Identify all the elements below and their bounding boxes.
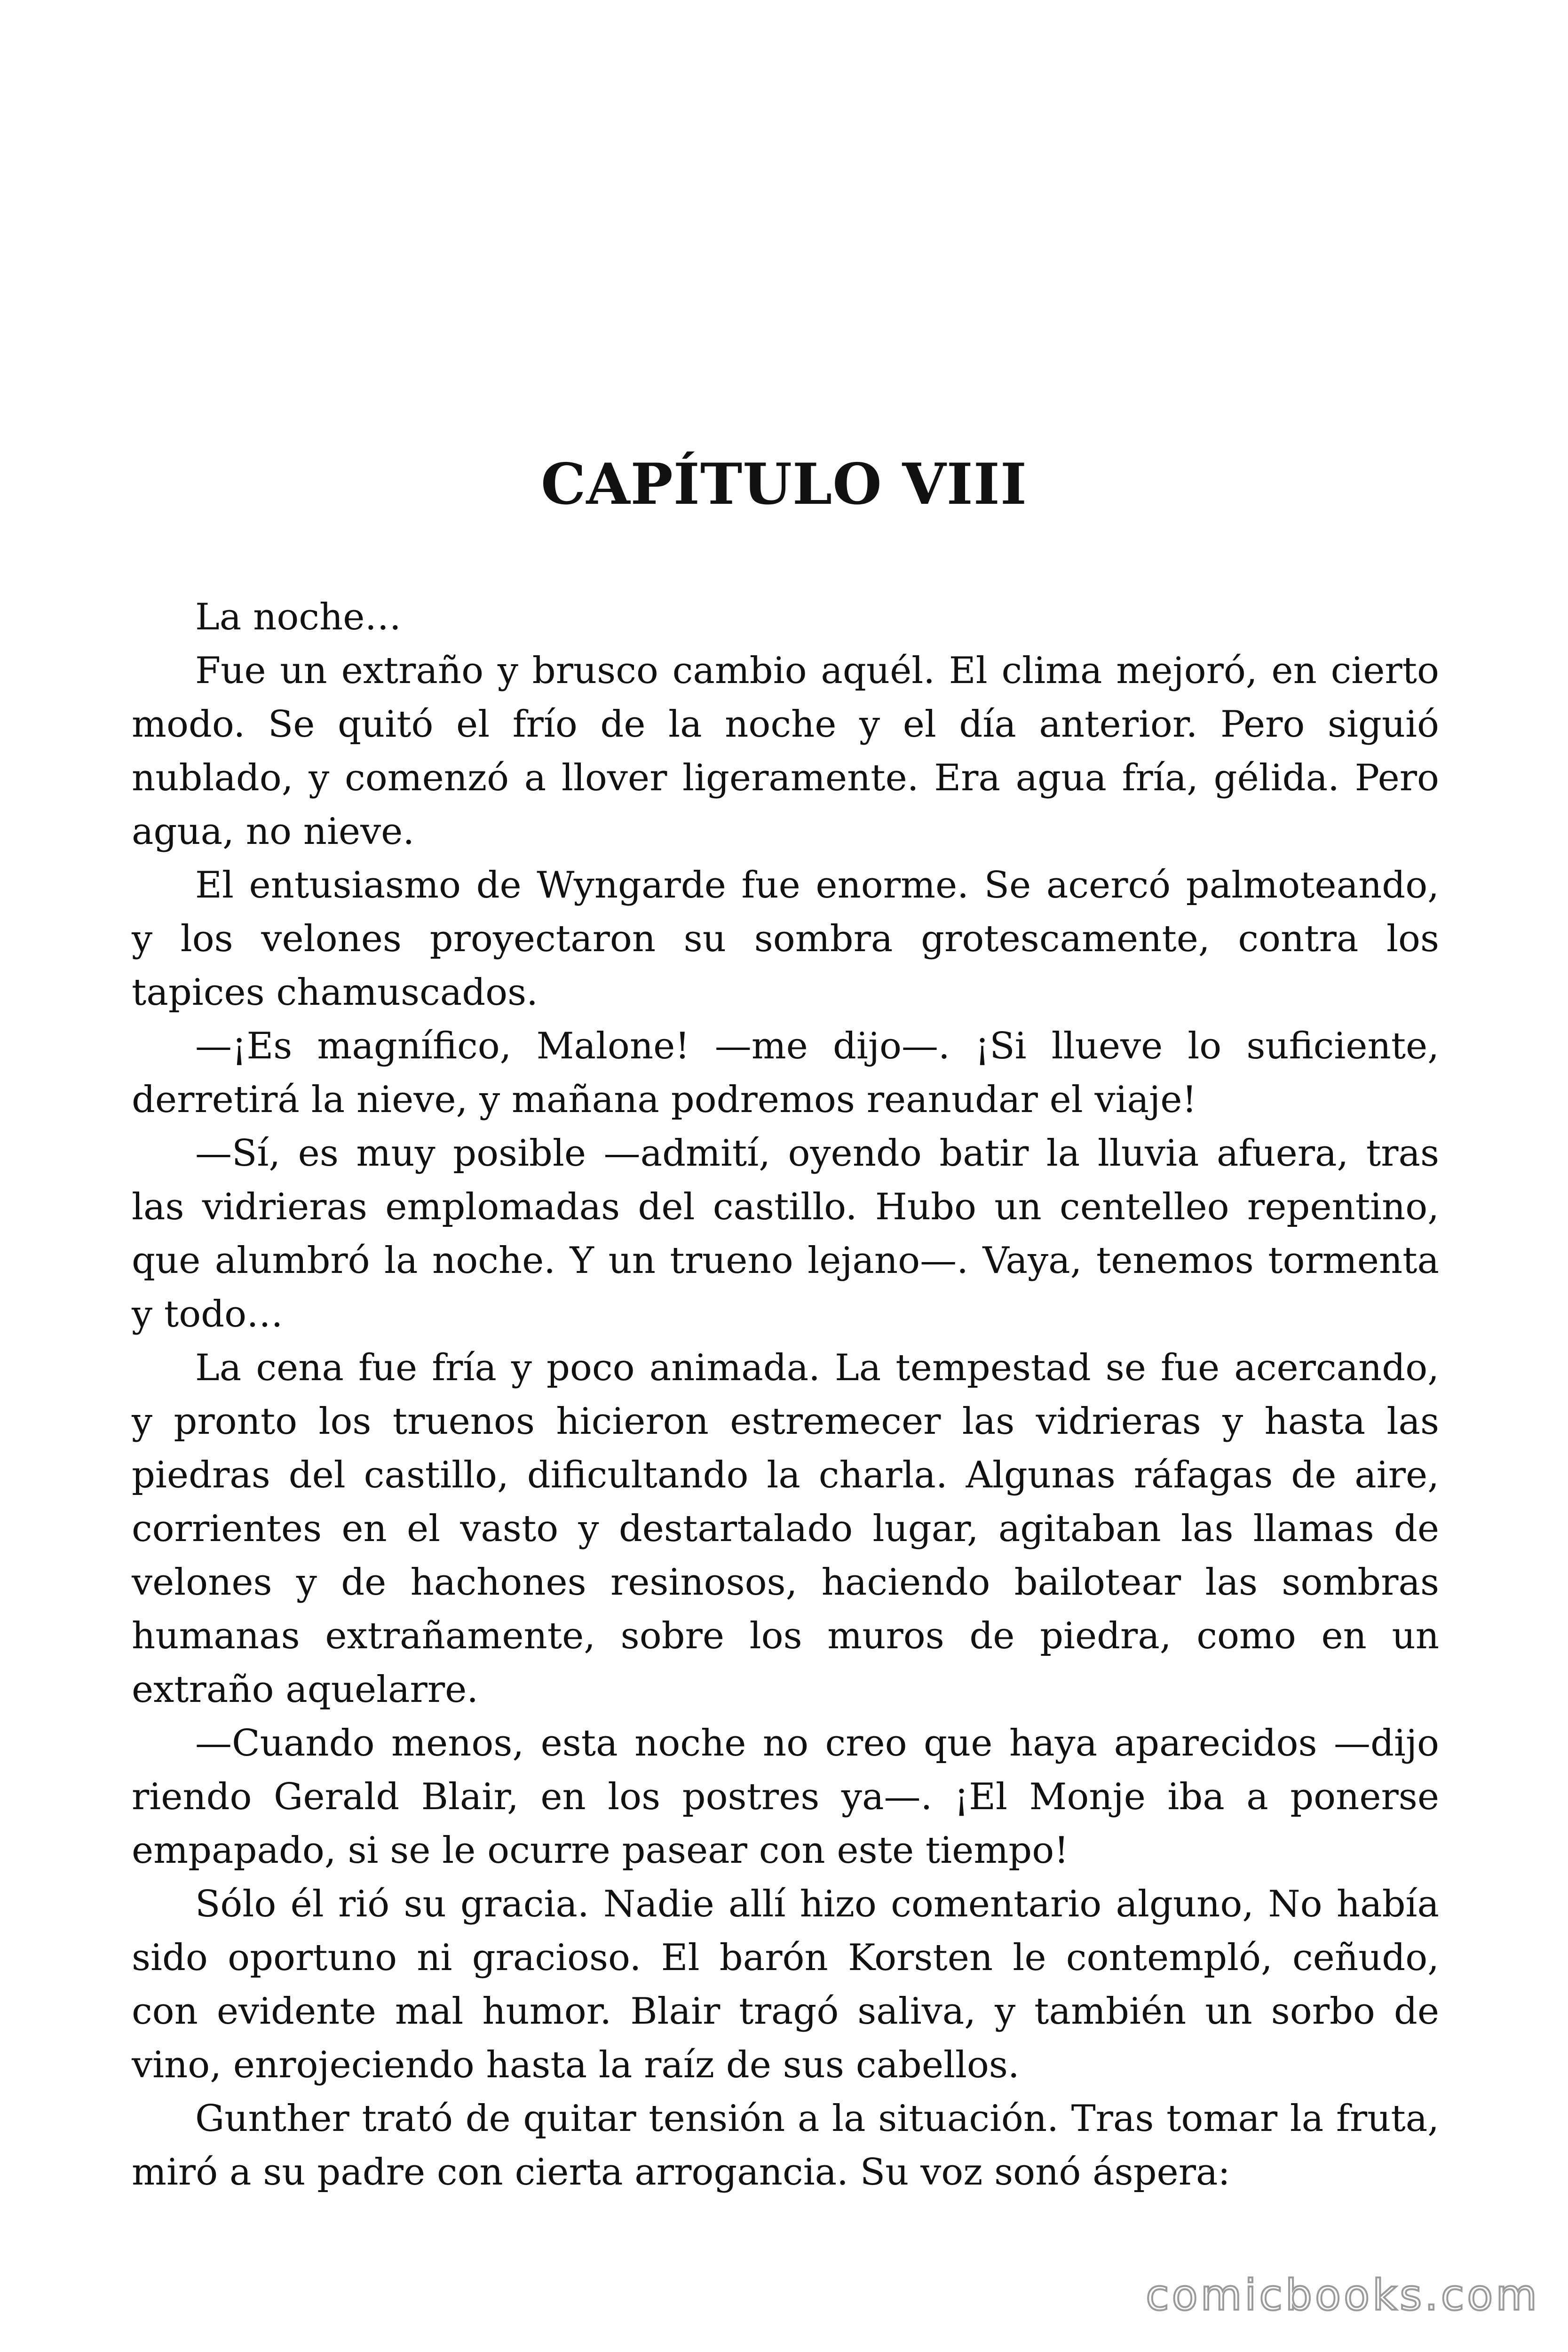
watermark: comicbooks.com	[1146, 2271, 1540, 2320]
paragraph: Gunther trató de quitar tensión a la situación. Tras tomar la fruta, miró a su padre con cierta arrogancia. Su voz sonó áspera:	[132, 2098, 1439, 2193]
paragraph: La cena fue fría y poco animada. La tempestad se fue acercando, y pronto los truenos hicieron estremecer las vidrieras y hasta las piedras del castillo, dificultando la charla. Algunas ráfagas de aire, corrientes en el vasto y destartalado lugar, agitaban las llamas de velones y de hachones resinosos, haciendo bailotear las sombras humanas extrañamente, sobre los muros de piedra, como en un extraño aquelarre.	[132, 1347, 1439, 1711]
chapter-body	[132, 590, 1439, 2199]
paragraph: Fue un extraño y brusco cambio aquél. El clima mejoró, en cierto modo. Se quitó el frío de la noche y el día anterior. Pero siguió nublado, y comenzó a llover ligeramente. Era agua fría, gélida. Pero agua, no nieve.	[132, 650, 1439, 853]
paragraph: —¡Es magnífico, Malone! —me dijo—. ¡Si llueve lo suficiente, derretirá la nieve, y mañana podremos reanudar el viaje!	[132, 1025, 1439, 1121]
paragraph: El entusiasmo de Wyngarde fue enorme. Se acercó palmoteando, y los velones proyectaron su sombra grotescamente, contra los tapices chamuscados.	[132, 864, 1439, 1014]
paragraph: —Sí, es muy posible —admití, oyendo batir la lluvia afuera, tras las vidrieras emplomadas del castillo. Hubo un centelleo repentino, que alumbró la noche. Y un trueno lejano—. Vaya, tenemos tormenta y todo…	[132, 1132, 1439, 1335]
paragraph: —Cuando menos, esta noche no creo que haya aparecidos —dijo riendo Gerald Blair, en los postres ya—. ¡El Monje iba a ponerse empapado, si se le ocurre pasear con este tiempo!	[132, 1722, 1439, 1872]
paragraph: La noche…	[195, 596, 402, 638]
paragraph: Sólo él rió su gracia. Nadie allí hizo comentario alguno, No había sido oportuno ni gracioso. El barón Korsten le contempló, ceñudo, con evidente mal humor. Blair tragó saliva, y también un sorbo de vino, enrojeciendo hasta la raíz de sus cabellos.	[132, 1883, 1439, 2086]
chapter-title: CAPÍTULO VIII	[540, 451, 1028, 517]
